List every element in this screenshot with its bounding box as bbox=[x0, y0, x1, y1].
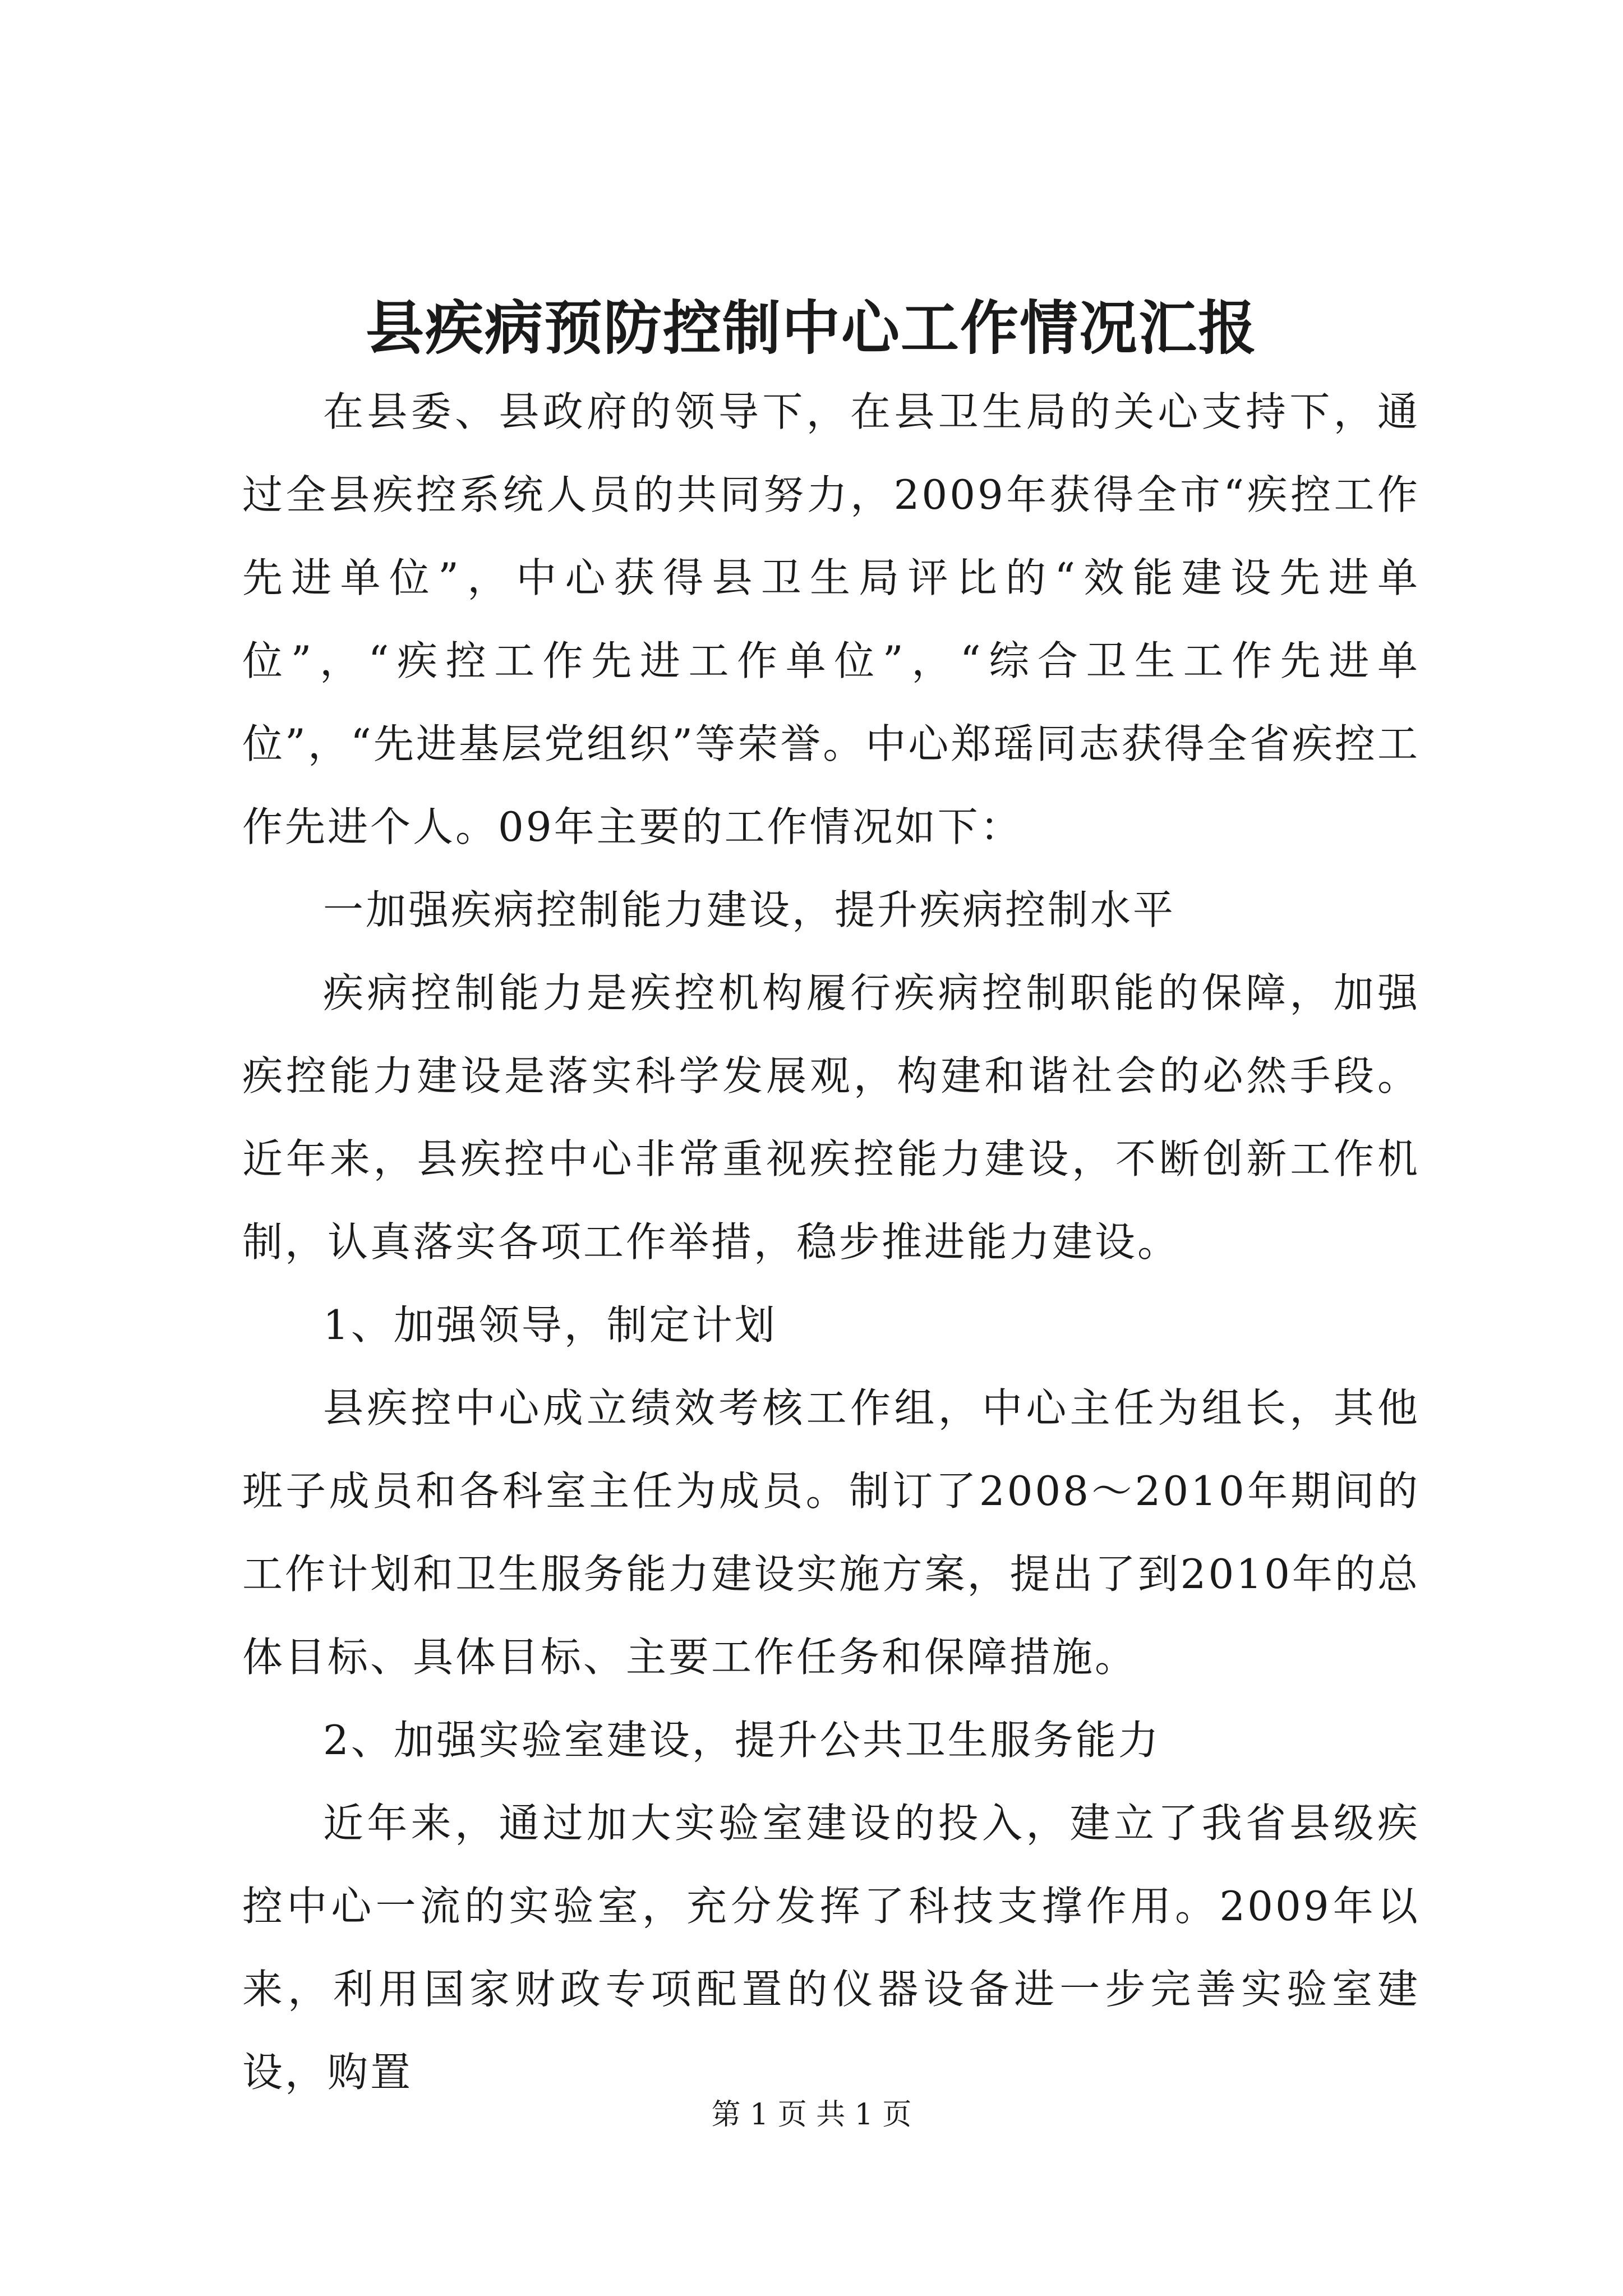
document-title: 县疾病预防控制中心工作情况汇报 bbox=[365, 293, 1257, 362]
page-footer: 第 1 页 共 1 页 bbox=[711, 2098, 912, 2132]
paragraph-leadership: 县疾控中心成立绩效考核工作组，中心主任为组长，其他班子成员和各科室主任为成员。制订了2008～2010年期间的工作计划和卫生服务能力建设实施方案，提出了到2010年的总体目标、具体目标、主要工作任务和保障措施。 bbox=[242, 1384, 1420, 1681]
subsection-heading-1: 1、加强领导，制定计划 bbox=[323, 1301, 777, 1349]
paragraph-capacity: 疾病控制能力是疾控机构履行疾病控制职能的保障，加强疾控能力建设是落实科学发展观，构建和谐社会的必然手段。近年来，县疾控中心非常重视疾控能力建设，不断创新工作机制，认真落实各项工作举措，稳步推进能力建设。 bbox=[242, 969, 1420, 1266]
paragraph-laboratory: 近年来，通过加大实验室建设的投入，建立了我省县级疾控中心一流的实验室，充分发挥了科技支撑作用。2009年以来，利用国家财政专项配置的仪器设备进一步完善实验室建设，购置 bbox=[242, 1800, 1420, 2096]
section-heading-1: 一加强疾病控制能力建设，提升疾病控制水平 bbox=[323, 886, 1176, 933]
document-body bbox=[242, 370, 1420, 2114]
paragraph-intro: 在县委、县政府的领导下，在县卫生局的关心支持下，通过全县疾控系统人员的共同努力，2009年获得全市“疾控工作先进单位”，中心获得县卫生局评比的“效能建设先进单位”，“疾控工作先进工作单位”，“综合卫生工作先进单位”，“先进基层党组织”等荣誉。中心郑瑶同志获得全省疾控工作先进个人。09年主要的工作情况如下： bbox=[242, 388, 1420, 850]
subsection-heading-2: 2、加强实验室建设，提升公共卫生服务能力 bbox=[323, 1717, 1161, 1764]
